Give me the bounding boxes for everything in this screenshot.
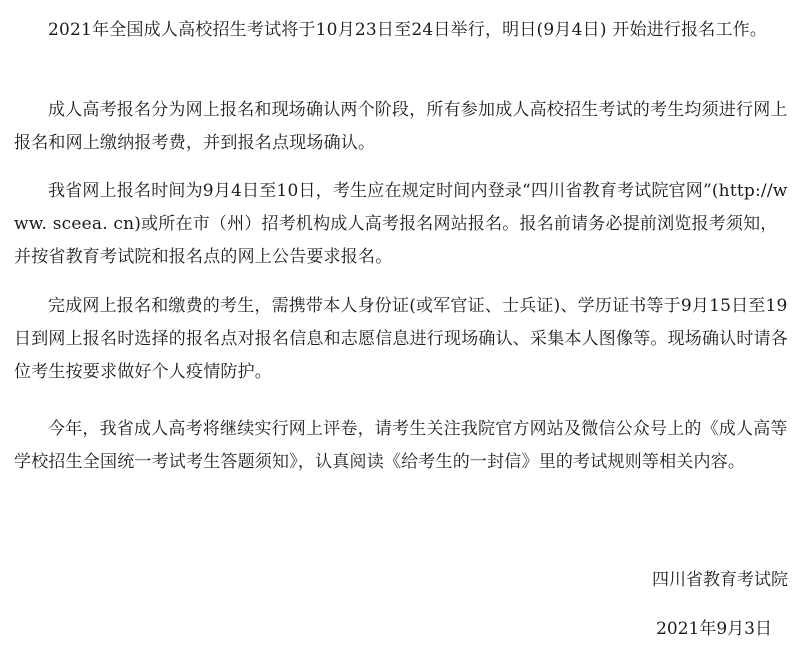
signature-organization: 四川省教育考试院 xyxy=(652,570,788,590)
paragraph-online-grading: 今年，我省成人高考将继续实行网上评卷，请考生关注我院官方网站及微信公众号上的《成人高等学校招生全国统一考试考生答题须知》，认真阅读《给考生的一封信》里的考试规则等相关内容。 xyxy=(14,419,788,472)
paragraph-onsite-confirmation: 完成网上报名和缴费的考生，需携带本人身份证(或军官证、士兵证)、学历证书等于9月15日至19日到网上报名时选择的报名点对报名信息和志愿信息进行现场确认、采集本人图像等。现场确认时请各位考生按要求做好个人疫情防护。 xyxy=(14,296,788,382)
paragraph-registration-stages: 成人高考报名分为网上报名和现场确认两个阶段，所有参加成人高校招生考试的考生均须进行网上报名和网上缴纳报考费，并到报名点现场确认。 xyxy=(14,100,788,153)
paragraph-exam-dates: 2021年全国成人高校招生考试将于10月23日至24日举行，明日(9月4日) 开始进行报名工作。 xyxy=(48,20,768,40)
paragraph-online-registration: 我省网上报名时间为9月4日至10日，考生应在规定时间内登录“四川省教育考试院官网”(http://www. sceea. cn)或所在市（州）招考机构成人高考报名网站报名。报名前请务必提前浏览报考须知，并按省教育考试院和报名点的网上公告要求报名。 xyxy=(14,181,788,267)
signature-date: 2021年9月3日 xyxy=(656,619,772,639)
